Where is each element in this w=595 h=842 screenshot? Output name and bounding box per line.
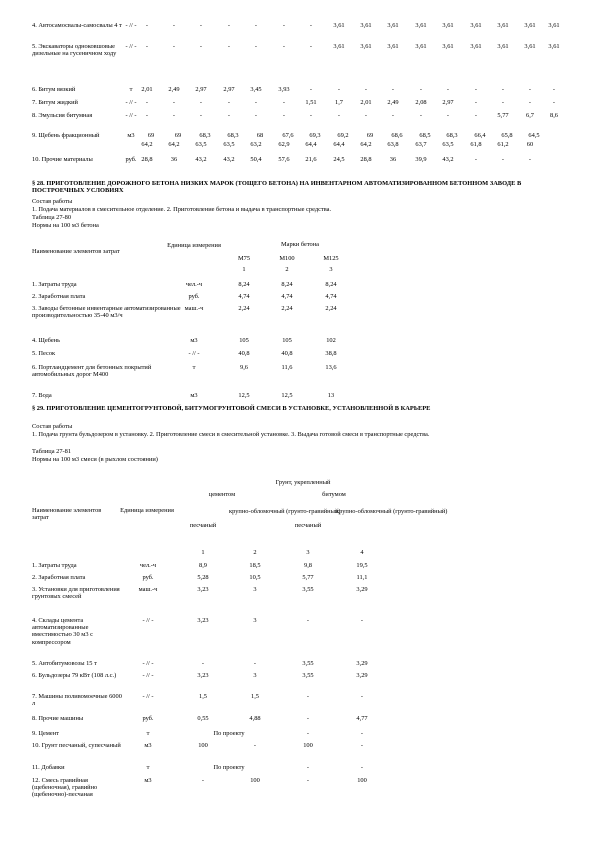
table-row-name: 4. Щебень	[32, 337, 61, 344]
table-cell: 3,29	[356, 586, 368, 593]
table-row-name: 4. Склады цемента автоматизированные вместимостью 30 м3 с компрессором	[32, 617, 93, 646]
table-cell: -	[201, 660, 205, 667]
table-cell: 105	[239, 337, 249, 344]
table-cell: 3	[253, 586, 257, 593]
table-cell: -	[501, 156, 505, 163]
table-cell: -	[391, 86, 395, 93]
table-cell: -	[282, 112, 286, 119]
table-cell: -	[254, 112, 258, 119]
table-cell: -	[446, 86, 450, 93]
table-row-unit: - // -	[188, 350, 200, 357]
table-cell: -	[253, 742, 257, 749]
table-row-name: 5. Автобитумовозы 15 т	[32, 660, 97, 667]
table-row-unit: м3	[190, 337, 198, 344]
table-row-name: 7. Битум жидкий	[32, 99, 78, 106]
table-cell: 63,5	[442, 141, 454, 148]
table-cell: -	[391, 112, 395, 119]
column-number: 3	[306, 549, 310, 556]
table-cell: 43,2	[223, 156, 235, 163]
table-cell: -	[199, 22, 203, 29]
table-cell: 4,88	[249, 715, 261, 722]
table-row-name: 1. Затраты труда	[32, 562, 77, 569]
table-cell: 2,97	[195, 86, 207, 93]
table-cell-span: По проекту	[213, 764, 245, 771]
table-cell: 3,61	[470, 22, 482, 29]
table-cell: 3,61	[497, 43, 509, 50]
table-cell: 69	[174, 132, 182, 139]
table-cell: 100	[198, 742, 208, 749]
table-number: Таблица 27-80	[32, 214, 72, 221]
table-cell: -	[199, 43, 203, 50]
table-cell: -	[309, 112, 313, 119]
table-cell: -	[528, 156, 532, 163]
table-cell: 3,61	[360, 22, 372, 29]
table-cell: 64,2	[168, 141, 180, 148]
section-heading: § 29. ПРИГОТОВЛЕНИЕ ЦЕМЕНТОГРУНТОВОЙ, БИТУМОГРУНТОВОЙ СМЕСИ В УСТАНОВКЕ, УСТАНОВЛЕННОЙ В КАРЬЕРЕ	[32, 405, 431, 412]
table-row-unit: - // -	[142, 617, 154, 624]
table-row-name: 9. Щебень фракционный	[32, 132, 100, 139]
table-cell: 6,7	[526, 112, 534, 119]
table-cell: 3	[253, 672, 257, 679]
table-row-name: 7. Машины поливомоечные 6000 л	[32, 693, 122, 708]
table-cell: 5,77	[302, 574, 314, 581]
table-cell: -	[201, 777, 205, 784]
table-cell: 8,24	[325, 281, 337, 288]
table-cell: 68,5	[419, 132, 431, 139]
table-cell: -	[282, 99, 286, 106]
table-cell: 100	[303, 742, 313, 749]
table-cell: 67,6	[282, 132, 294, 139]
table-row-unit: чел.-ч	[185, 281, 203, 288]
table-row-unit: т	[146, 730, 150, 737]
table-row-name: 6. Портландцемент для бетонных покрытий автомобильных дорог М400	[32, 364, 152, 379]
column-header-sub: крупно-обломочный (грунто-гравийный)	[336, 508, 448, 515]
table-cell: 3,55	[302, 672, 314, 679]
table-cell: 3,61	[415, 43, 427, 50]
table-cell: 50,4	[250, 156, 262, 163]
table-row-unit: т	[192, 364, 196, 371]
table-cell: -	[306, 617, 310, 624]
table-cell: -	[474, 99, 478, 106]
table-row-name: 11. Добавки	[32, 764, 65, 771]
table-cell: -	[282, 43, 286, 50]
table-cell: -	[227, 99, 231, 106]
table-cell: -	[419, 112, 423, 119]
column-number: 1	[201, 549, 205, 556]
table-cell-span: По проекту	[213, 730, 245, 737]
table-row-name: 5. Экскаваторы одноковшовые дизельные на гусеничном ходу	[32, 43, 117, 58]
table-cell: -	[254, 22, 258, 29]
table-cell: 3,61	[497, 22, 509, 29]
table-cell: 8,24	[238, 281, 250, 288]
table-row-name: 5. Песок	[32, 350, 56, 357]
column-number: 2	[253, 549, 257, 556]
table-row-unit: - // -	[142, 693, 154, 700]
table-row-name: 10. Прочие материалы	[32, 156, 93, 163]
table-cell: 3,45	[250, 86, 262, 93]
table-cell: 3,29	[356, 660, 368, 667]
table-cell: 1,7	[335, 99, 343, 106]
table-cell: 63,5	[223, 141, 235, 148]
table-row-unit: - // -	[142, 672, 154, 679]
table-cell: 19,5	[356, 562, 368, 569]
table-cell: 65,8	[501, 132, 513, 139]
table-row-unit: м3	[127, 132, 135, 139]
table-cell: -	[145, 112, 149, 119]
table-cell: 9,8	[304, 562, 312, 569]
table-cell: 4,74	[325, 293, 337, 300]
table-cell: -	[501, 86, 505, 93]
table-cell: 68,6	[391, 132, 403, 139]
table-row-name: 3. Установки для приготовления грунтовых смесей	[32, 586, 120, 601]
table-cell: 5,28	[197, 574, 209, 581]
table-cell: 5,77	[497, 112, 509, 119]
table-row-name: 12. Смесь гравийная (щебеночная), гравийно (щебеночно)-песчаная	[32, 777, 98, 799]
table-cell: -	[306, 693, 310, 700]
table-cell: -	[474, 112, 478, 119]
table-cell: -	[306, 730, 310, 737]
table-cell: -	[145, 99, 149, 106]
table-row-name: 1. Затраты труда	[32, 281, 77, 288]
table-row-unit: т	[146, 764, 150, 771]
table-row-name: 8. Эмульсия битумная	[32, 112, 93, 119]
table-row-unit: м3	[144, 742, 152, 749]
table-cell: 28,8	[141, 156, 153, 163]
table-cell: -	[199, 112, 203, 119]
table-cell: 2,08	[415, 99, 427, 106]
table-cell: 2,01	[141, 86, 153, 93]
table-cell: 2,24	[238, 305, 250, 312]
table-cell: 18,5	[249, 562, 261, 569]
table-cell: 36	[389, 156, 397, 163]
table-cell: 3,23	[197, 617, 209, 624]
table-cell: -	[360, 693, 364, 700]
table-cell: 3,29	[356, 672, 368, 679]
table-cell: 3,61	[415, 22, 427, 29]
table-cell: 2,97	[223, 86, 235, 93]
table-row-name: 10. Грунт песчаный, супесчаный	[32, 742, 121, 749]
table-cell: 8,6	[550, 112, 558, 119]
table-cell: 2,49	[168, 86, 180, 93]
table-cell: 68,3	[227, 132, 239, 139]
table-number: Таблица 27-81	[32, 448, 72, 455]
table-cell: 3,61	[333, 43, 345, 50]
table-cell: 13,6	[325, 364, 337, 371]
table-cell: 2,97	[442, 99, 454, 106]
table-cell: -	[306, 764, 310, 771]
column-header-name: Наименование элементов затрат	[32, 507, 102, 522]
table-cell: 3,55	[302, 660, 314, 667]
table-cell: 3	[253, 617, 257, 624]
table-cell: -	[337, 86, 341, 93]
table-cell: 3,61	[360, 43, 372, 50]
table-cell: -	[364, 112, 368, 119]
table-cell: 100	[357, 777, 367, 784]
column-header-name: Наименование элементов затрат	[32, 248, 120, 255]
column-number: 3	[329, 266, 333, 273]
table-cell: 63,8	[387, 141, 399, 148]
table-cell: 12,5	[238, 392, 250, 399]
table-cell: -	[474, 86, 478, 93]
table-cell: 69,3	[309, 132, 321, 139]
table-cell: -	[360, 730, 364, 737]
table-row-name: 3. Заводы бетонные инвентарные автоматизированные производительностью 35-40 м3/ч	[32, 305, 181, 320]
table-cell: -	[306, 777, 310, 784]
table-cell: 43,2	[195, 156, 207, 163]
table-cell: 28,8	[360, 156, 372, 163]
table-cell: -	[552, 86, 556, 93]
table-cell: -	[528, 99, 532, 106]
table-cell: 39,9	[415, 156, 427, 163]
table-cell: 3,61	[524, 43, 536, 50]
column-subgroup-cement: цементом	[208, 491, 236, 498]
table-row-name: 6. Бульдозеры 79 кВт (108 л.с.)	[32, 672, 117, 679]
table-row-unit: м3	[190, 392, 198, 399]
table-cell: 68,3	[199, 132, 211, 139]
table-cell: 63,2	[250, 141, 262, 148]
mark-header: М75	[237, 255, 251, 262]
table-cell: -	[360, 742, 364, 749]
composition-title: Состав работы	[32, 198, 73, 205]
table-row-unit: руб.	[188, 293, 200, 300]
table-cell: 2,24	[325, 305, 337, 312]
norm-caption: Нормы на 100 м3 смеси (в рыхлом состоянии)	[32, 456, 158, 463]
mark-header: М125	[323, 255, 339, 262]
table-cell: 4,74	[238, 293, 250, 300]
table-cell: -	[254, 99, 258, 106]
column-header-sub: песчаный	[189, 522, 217, 529]
table-cell: 100	[250, 777, 260, 784]
table-cell: -	[254, 43, 258, 50]
table-row-name: 8. Прочие машины	[32, 715, 84, 722]
table-cell: 69	[366, 132, 374, 139]
table-row-unit: - // -	[125, 112, 137, 119]
column-number: 2	[285, 266, 289, 273]
table-row-name: 2. Заработная плата	[32, 293, 86, 300]
composition-title: Состав работы	[32, 423, 73, 430]
table-cell: -	[306, 715, 310, 722]
column-number: 4	[360, 549, 364, 556]
table-cell: 3,23	[197, 586, 209, 593]
table-cell: -	[172, 22, 176, 29]
mark-header: М100	[279, 255, 295, 262]
work-description: 1. Подача грунта бульдозером в установку. 2. Приготовление смеси в смесительной установке. 3. Выдача готовой смеси в транспортные средства.	[32, 431, 430, 438]
table-cell: -	[199, 99, 203, 106]
table-cell: 68	[256, 132, 264, 139]
table-cell: -	[227, 43, 231, 50]
table-cell: -	[172, 112, 176, 119]
table-cell: 12,5	[281, 392, 293, 399]
table-cell: -	[253, 660, 257, 667]
table-row-unit: руб.	[142, 574, 154, 581]
table-cell: 66,4	[474, 132, 486, 139]
table-cell: -	[552, 99, 556, 106]
column-header-unit: Единица измерения	[167, 242, 221, 249]
table-cell: 3,61	[548, 43, 560, 50]
work-description: 1. Подача материалов в смесительное отделение. 2. Приготовление бетона и выдача в транспортные средства.	[32, 206, 332, 213]
table-cell: -	[360, 764, 364, 771]
table-cell: 62,9	[278, 141, 290, 148]
table-cell: 3,23	[197, 672, 209, 679]
column-number: 1	[242, 266, 246, 273]
table-cell: 13	[327, 392, 335, 399]
table-cell: 36	[170, 156, 178, 163]
table-cell: -	[528, 86, 532, 93]
table-cell: 8,24	[281, 281, 293, 288]
table-row-name: 6. Битум вязкий	[32, 86, 76, 93]
table-cell: 63,7	[415, 141, 427, 148]
table-cell: 3,61	[548, 22, 560, 29]
table-cell: 24,5	[333, 156, 345, 163]
table-row-unit: маш.-ч	[138, 586, 158, 593]
table-row-unit: - // -	[125, 43, 137, 50]
table-cell: -	[145, 43, 149, 50]
table-cell: 64,2	[360, 141, 372, 148]
table-row-name: 2. Заработная плата	[32, 574, 86, 581]
table-cell: 3,61	[387, 43, 399, 50]
table-cell: -	[282, 22, 286, 29]
table-row-unit: чел.-ч	[139, 562, 157, 569]
table-cell: 40,8	[238, 350, 250, 357]
table-cell: 1,5	[199, 693, 207, 700]
table-row-name: 9. Цемент	[32, 730, 59, 737]
table-cell: 38,8	[325, 350, 337, 357]
table-row-unit: м3	[144, 777, 152, 784]
column-header-unit: Единица измерения	[120, 507, 174, 514]
table-cell: 10,5	[249, 574, 261, 581]
table-cell: 3,61	[387, 22, 399, 29]
table-cell: 3,61	[333, 22, 345, 29]
column-header-sub: крупно-обломочный (грунто-гравийный)	[229, 508, 341, 515]
table-cell: 9,6	[240, 364, 248, 371]
table-cell: -	[172, 99, 176, 106]
table-cell: 11,6	[281, 364, 293, 371]
table-cell: -	[172, 43, 176, 50]
table-row-unit: - // -	[125, 99, 137, 106]
table-cell: -	[501, 99, 505, 106]
table-cell: 4,77	[356, 715, 368, 722]
table-cell: 69,2	[337, 132, 349, 139]
table-cell: 64,4	[333, 141, 345, 148]
table-cell: 2,24	[281, 305, 293, 312]
table-row-name: 7. Вода	[32, 392, 52, 399]
table-cell: 105	[282, 337, 292, 344]
table-cell: 2,49	[387, 99, 399, 106]
table-cell: -	[364, 86, 368, 93]
column-group-header: Марки бетона	[280, 241, 319, 248]
table-cell: -	[360, 617, 364, 624]
table-cell: 64,2	[141, 141, 153, 148]
table-cell: 2,01	[360, 99, 372, 106]
table-cell: 68,3	[446, 132, 458, 139]
table-cell: -	[446, 112, 450, 119]
table-cell: 3,55	[302, 586, 314, 593]
table-cell: 3,61	[470, 43, 482, 50]
table-cell: 4,74	[281, 293, 293, 300]
table-row-unit: руб.	[142, 715, 154, 722]
table-cell: -	[309, 22, 313, 29]
table-row-unit: т	[129, 86, 133, 93]
table-cell: 21,6	[305, 156, 317, 163]
table-cell: -	[337, 112, 341, 119]
table-row-name: 4. Автосамосвалы-самосвалы 4 т	[32, 22, 122, 29]
table-cell: 63,5	[195, 141, 207, 148]
table-cell: 61,2	[497, 141, 509, 148]
table-cell: -	[145, 22, 149, 29]
table-cell: 61,8	[470, 141, 482, 148]
table-cell: 0,55	[197, 715, 209, 722]
section-heading: § 28. ПРИГОТОВЛЕНИЕ ДОРОЖНОГО БЕТОНА НИЗКИХ МАРОК (ТОЩЕГО БЕТОНА) НА ИНВЕНТАРНОМ АВТОМАТИЗИРОВАННОМ БЕТОННОМ ЗАВОДЕ В ПОСТРОЕЧНЫХ УСЛОВИЯХ	[32, 180, 522, 195]
table-row-unit: - // -	[125, 22, 137, 29]
table-cell: 102	[326, 337, 336, 344]
table-cell: 8,9	[199, 562, 207, 569]
table-cell: 40,8	[281, 350, 293, 357]
table-cell: 69	[147, 132, 155, 139]
table-cell: -	[227, 112, 231, 119]
table-cell: 64,4	[305, 141, 317, 148]
table-cell: 60	[526, 141, 534, 148]
norm-caption: Нормы на 100 м3 бетона	[32, 222, 99, 229]
table-cell: -	[474, 156, 478, 163]
column-header-sub: песчаный	[294, 522, 322, 529]
table-cell: -	[309, 86, 313, 93]
table-cell: 43,2	[442, 156, 454, 163]
table-cell: 57,6	[278, 156, 290, 163]
table-cell: 3,61	[442, 43, 454, 50]
table-cell: 64,5	[528, 132, 540, 139]
table-cell: -	[419, 86, 423, 93]
table-cell: 3,93	[278, 86, 290, 93]
column-group-header: Грунт, укрепленный	[275, 479, 331, 486]
table-cell: -	[309, 43, 313, 50]
table-cell: 3,61	[524, 22, 536, 29]
table-cell: 3,61	[442, 22, 454, 29]
table-cell: 1,51	[305, 99, 317, 106]
table-row-unit: - // -	[142, 660, 154, 667]
table-cell: 11,1	[356, 574, 368, 581]
table-cell: -	[227, 22, 231, 29]
table-row-unit: маш.-ч	[184, 305, 204, 312]
column-subgroup-bitum: битумом	[322, 491, 346, 498]
table-row-unit: руб.	[125, 156, 137, 163]
table-cell: 1,5	[251, 693, 259, 700]
